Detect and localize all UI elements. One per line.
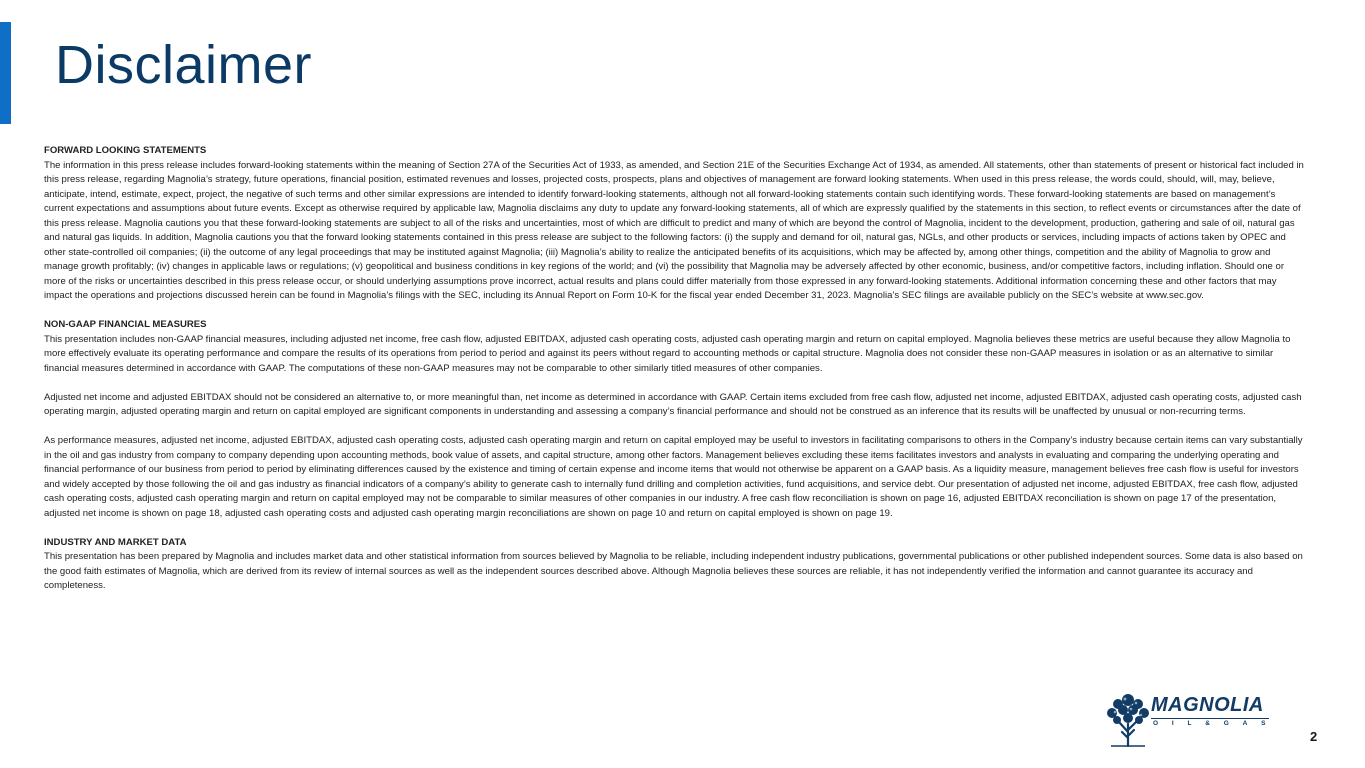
page-title: Disclaimer (55, 35, 313, 95)
magnolia-logo (1103, 688, 1280, 748)
logo-subtitle: OIL&GAS (1153, 720, 1280, 727)
page-number: 2 (1310, 729, 1318, 744)
logo-divider (1151, 718, 1269, 719)
paragraph: The information in this press release includes forward-looking statements within the meaning of Section 27A of the Securities Act of 1933, as amended, and Section 21E of the Securities Exchange Act of 1934, as amended. All statements, other than statements of present or historical fact included in this press release, regarding Magnolia’s strategy, future operations, financial position, estimated revenues and losses, projected costs, prospects, plans and objectives of management are forward looking statements. When used in this press release, the words could, should, will, may, believe, anticipate, intend, estimate, expect, project, the negative of such terms and other similar expressions are intended to identify forward-looking statements, although not all forward-looking statements contain such identifying words. These forward-looking statements are based on management’s current expectations and assumptions about future events. Except as otherwise required by applicable law, Magnolia disclaims any duty to update any forward-looking statements, all of which are expressly qualified by the statements in this section, to reflect events or circumstances after the date of this press release. Magnolia cautions you that these forward-looking statements are subject to all of the risks and uncertainties, most of which are difficult to predict and many of which are beyond the control of Magnolia, incident to the development, production, gathering and sale of oil, natural gas and natural gas liquids. In addition, Magnolia cautions you that the forward looking statements contained in this press release are subject to the following factors: (i) the supply and demand for oil, natural gas, NGLs, and other products or services, including impacts of actions taken by OPEC and other state-controlled oil companies; (ii) the outcome of any legal proceedings that may be instituted against Magnolia; (iii) Magnolia’s ability to realize the anticipated benefits of its acquisitions, which may be affected by, among other things, competition and the ability of Magnolia to grow and manage growth profitably; (iv) changes in applicable laws or regulations; (v) geopolitical and business conditions in key regions of the world; and (vi) the possibility that Magnolia may be adversely affected by other economic, business, and/or competitive factors, including inflation. Should one or more of the risks or uncertainties described in this press release occur, or should underlying assumptions prove incorrect, actual results and plans could differ materially from those expressed in any forward-looking statements. Additional information concerning these and other factors that may impact the operations and projections discussed herein can be found in Magnolia’s filings with the SEC, including its Annual Report on Form 10-K for the fiscal year ended December 31, 2023. Magnolia’s SEC filings are available publicly on the SEC’s website at www.sec.gov. (44, 159, 1304, 301)
section-forward-looking (44, 144, 1306, 304)
disclaimer-body (44, 144, 1306, 608)
magnolia-tree-icon (1103, 688, 1153, 748)
title-accent-bar (0, 22, 11, 124)
paragraph: This presentation has been prepared by Magnolia and includes market data and other statistical information from sources believed by Magnolia to be reliable, including independent industry publications, governmental publications or other published independent sources. Some data is also based on the good faith estimates of Magnolia, which are derived from its review of internal sources as well as the independent sources described above. Although Magnolia believes these sources are reliable, it has not independently verified the information and cannot guarantee its accuracy and completeness. (44, 551, 1303, 591)
paragraph: This presentation includes non-GAAP financial measures, including adjusted net income, free cash flow, adjusted EBITDAX, adjusted cash operating costs, adjusted cash operating margin and return on capital employed. Magnolia believes these metrics are useful because they allow Magnolia to more effectively evaluate its operating performance and compare the results of its operations from period to period and against its peers without regard to accounting methods or capital structure. Magnolia does not consider these non-GAAP measures in isolation or as an alternative to similar financial measures determined in accordance with GAAP. The computations of these non-GAAP measures may not be comparable to other similarly titled measures of other companies. (44, 333, 1291, 374)
logo-wordmark: MAGNOLIA (1151, 694, 1264, 716)
section-heading: NON-GAAP FINANCIAL MEASURES (44, 319, 207, 330)
section-heading: INDUSTRY AND MARKET DATA (44, 536, 187, 548)
section-heading: FORWARD LOOKING STATEMENTS (44, 145, 207, 156)
paragraph: Adjusted net income and adjusted EBITDAX should not be considered an alternative to, or more meaningful than, net income as determined in accordance with GAAP. Certain items excluded from free cash flow, adjusted net income, adjusted EBITDAX, adjusted cash operating costs, adjusted cash operating margin, adjusted operating margin and return on capital employed are significant components in understanding and assessing a company’s financial performance and should not be construed as an inference that its results will be unaffected by unusual or non-recurring terms. (44, 391, 1302, 417)
paragraph: As performance measures, adjusted net income, adjusted EBITDAX, adjusted cash operating costs, adjusted cash operating margin and return on capital employed may be useful to investors in facilitating comparisons to others in the Company’s industry because certain items can vary substantially in the oil and gas industry from company to company depending upon accounting methods, book value of assets, and capital structure, among other factors. Management believes excluding these items facilitates investors and analysts in evaluating and comparing the underlying operating and financial performance of our business from period to period by eliminating differences caused by the existence and timing of certain expense and income items that would not otherwise be apparent on a GAAP basis. As a liquidity measure, management believes free cash flow is useful for investors and widely accepted by those following the oil and gas industry as financial indicators of a company’s ability to generate cash to internally fund drilling and completion activities, fund acquisitions, and service debt. Our presentation of adjusted net income, adjusted EBITDAX, free cash flow, adjusted cash operating costs, adjusted cash operating margin and return on capital employed may not be comparable to similar measures of other companies in our industry. A free cash flow reconciliation is shown on page 16, adjusted EBITDAX reconciliation is shown on page 17 of the presentation, adjusted net income is shown on page 18, adjusted cash operating costs and adjusted cash operating margin reconciliations are shown on page 10 and return on capital employed is shown on page 19. (44, 435, 1303, 519)
section-industry-data (44, 536, 1306, 594)
section-non-gaap (44, 318, 1306, 521)
